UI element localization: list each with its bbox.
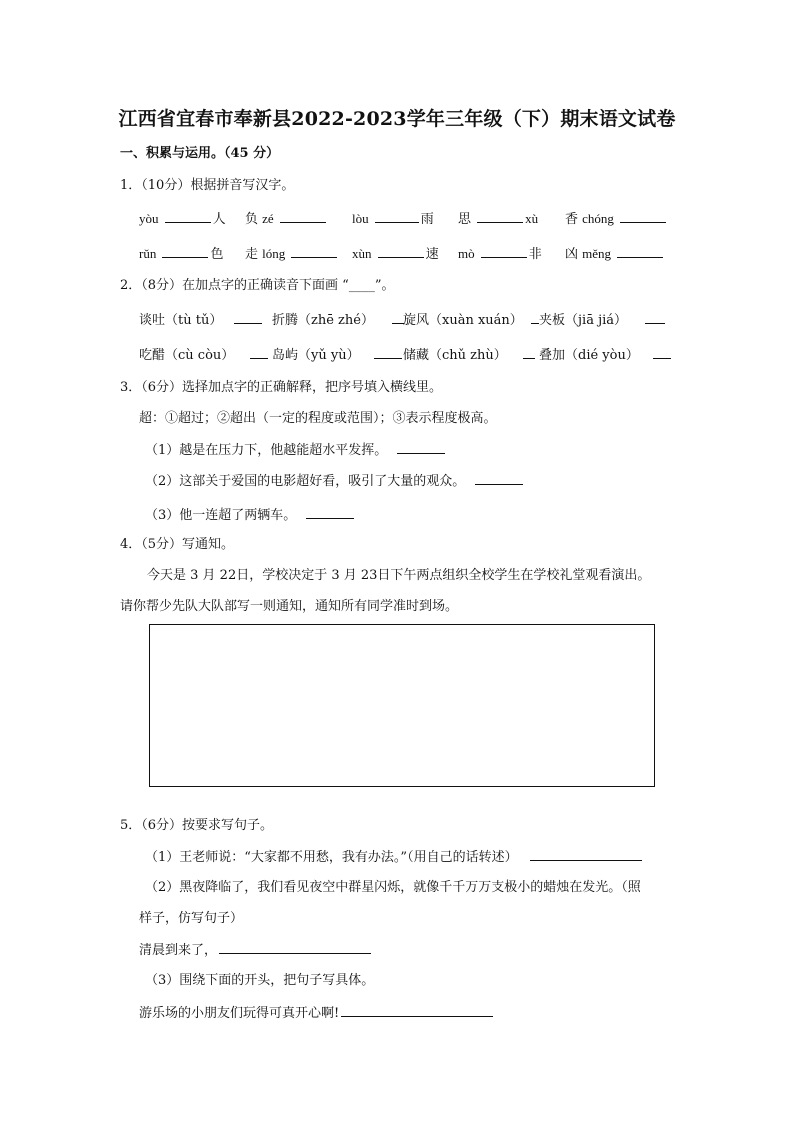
q4-stem: 4．（5分）写通知。 <box>120 537 235 552</box>
hanzi: 走 <box>245 247 259 262</box>
q1-stem: 1．（10分）根据拼音写汉字。 <box>120 178 295 193</box>
q2-r1-c1 <box>139 311 264 330</box>
q5-item-3: （3）围绕下面的开头，把句子写具体。 <box>145 973 375 988</box>
hanzi: 色 <box>210 247 224 262</box>
q1-r1-c4 <box>458 210 538 229</box>
q5-item-2c <box>139 941 373 960</box>
q1-r2-c4 <box>458 245 542 264</box>
reading-option: 谈吐（tù tǔ） <box>139 313 223 328</box>
q5-item-2a: （2）黑夜降临了，我们看见夜空中群星闪烁，就像千千万万支极小的蜡烛在发光。（照 <box>145 880 641 895</box>
answer-blank[interactable] <box>306 506 354 519</box>
pinyin: lóng <box>262 246 286 261</box>
pinyin: xù <box>525 211 539 226</box>
answer-blank[interactable] <box>477 210 523 223</box>
hanzi: 雨 <box>420 212 434 227</box>
q1-r1-c5 <box>565 210 668 229</box>
answer-blank[interactable] <box>653 346 671 359</box>
q1-r2-c1 <box>139 245 224 264</box>
q1-r2-c3 <box>352 245 439 264</box>
answer-blank[interactable] <box>523 346 535 359</box>
q5-item-1 <box>145 848 644 867</box>
q2-r2-c1 <box>139 346 270 365</box>
item-text: （3）他一连超了两辆车。 <box>145 508 297 523</box>
q3-item-2 <box>145 472 525 491</box>
answer-blank[interactable] <box>397 441 445 454</box>
answer-blank[interactable] <box>219 941 371 954</box>
page-title: 江西省宜春市奉新县2022-2023学年三年级（下）期末语文试卷 <box>118 108 676 130</box>
item-text: 清晨到来了， <box>139 943 218 958</box>
answer-blank[interactable] <box>530 848 642 861</box>
reading-option: 储藏（chǔ zhù） <box>403 348 507 363</box>
answer-blank[interactable] <box>234 311 262 324</box>
reading-option: 叠加（dié yòu） <box>539 348 639 363</box>
reading-option: 吃醋（cù còu） <box>139 348 235 363</box>
q1-r1-c2 <box>245 210 328 229</box>
notice-answer-box[interactable] <box>149 624 655 787</box>
hanzi: 非 <box>528 247 542 262</box>
pinyin: lòu <box>352 211 369 226</box>
q1-r1-c3 <box>352 210 434 229</box>
answer-blank[interactable] <box>165 210 211 223</box>
item-text: （2）这部关于爱国的电影超好看，吸引了大量的观众。 <box>145 474 466 489</box>
q4-body-2: 请你帮少先队大队部写一则通知，通知所有同学准时到场。 <box>120 599 459 614</box>
q3-item-3 <box>145 506 356 525</box>
answer-blank[interactable] <box>481 245 527 258</box>
q2-r2-c4 <box>539 346 673 365</box>
q2-stem: 2．（8分）在加点字的正确读音下面画 “____”。 <box>120 278 395 293</box>
q3-definition: 超：①超过；②超出（一定的程度或范围）；③表示程度极高。 <box>139 411 497 426</box>
answer-blank[interactable] <box>645 311 665 324</box>
hanzi: 人 <box>212 212 226 227</box>
reading-option: 夹板（jiā jiá） <box>539 313 628 328</box>
answer-blank[interactable] <box>375 210 419 223</box>
answer-blank[interactable] <box>531 311 539 324</box>
hanzi: 负 <box>245 212 259 227</box>
answer-blank[interactable] <box>374 346 402 359</box>
answer-blank[interactable] <box>475 472 523 485</box>
pinyin: rǔn <box>139 246 157 261</box>
reading-option: 岛屿（yǔ yù） <box>272 348 360 363</box>
q3-item-1 <box>145 441 447 460</box>
item-text: 游乐场的小朋友们玩得可真开心啊! <box>139 1006 340 1021</box>
answer-blank[interactable] <box>620 210 666 223</box>
q4-body-1: 今天是 3 月 22日，学校决定于 3 月 23日下午两点组织全校学生在学校礼堂观看演出。 <box>147 568 651 583</box>
answer-blank[interactable] <box>341 1004 493 1017</box>
q2-r1-c2 <box>272 311 406 330</box>
q5-item-3b <box>139 1004 495 1023</box>
pinyin: chóng <box>582 211 614 226</box>
pinyin: zé <box>262 211 274 226</box>
answer-blank[interactable] <box>250 346 268 359</box>
pinyin: yòu <box>139 211 159 226</box>
answer-blank[interactable] <box>378 245 424 258</box>
hanzi: 速 <box>425 247 439 262</box>
section-heading: 一、积累与运用。（45 分） <box>120 146 280 161</box>
item-text: （1）越是在压力下，他越能超水平发挥。 <box>145 443 388 458</box>
q1-r2-c5 <box>565 245 665 264</box>
q2-r2-c3 <box>403 346 537 365</box>
item-text: （1）王老师说：“大家都不用愁，我有办法。”（用自己的话转述） <box>145 850 518 865</box>
q2-r1-c4 <box>539 311 667 330</box>
answer-blank[interactable] <box>291 245 337 258</box>
q2-r2-c2 <box>272 346 404 365</box>
hanzi: 香 <box>565 212 579 227</box>
q5-item-2b: 样子，仿写句子） <box>139 911 244 926</box>
reading-option: 折腾（zhē zhé） <box>272 313 374 328</box>
hanzi: 思 <box>458 212 472 227</box>
hanzi: 凶 <box>565 247 579 262</box>
q1-r1-c1 <box>139 210 226 229</box>
pinyin: xùn <box>352 246 372 261</box>
answer-blank[interactable] <box>280 210 326 223</box>
pinyin: měng <box>582 246 612 261</box>
pinyin: mò <box>458 246 475 261</box>
reading-option: 旋风（xuàn xuán） <box>403 313 523 328</box>
answer-blank[interactable] <box>162 245 208 258</box>
q1-r2-c2 <box>245 245 339 264</box>
q2-r1-c3 <box>403 311 541 330</box>
q3-stem: 3．（6分）选择加点字的正确解释，把序号填入横线里。 <box>120 380 443 395</box>
answer-blank[interactable] <box>617 245 663 258</box>
q5-stem: 5．（6分）按要求写句子。 <box>120 818 274 833</box>
